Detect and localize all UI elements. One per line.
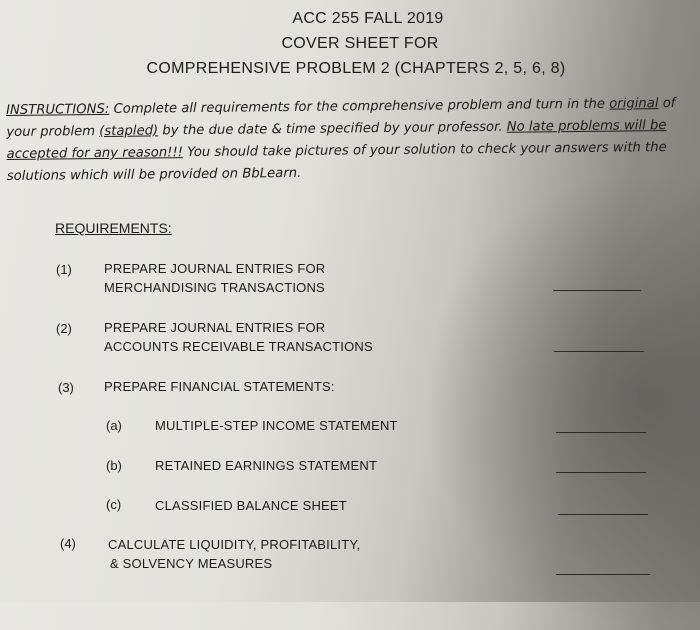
photo-shadow <box>420 170 700 630</box>
req3b-blank-line <box>556 472 646 473</box>
instructions-paragraph <box>6 93 695 188</box>
req4-blank-line <box>556 574 650 575</box>
course-title: ACC 255 FALL 2019 <box>292 10 444 27</box>
instructions-original: original <box>609 96 659 112</box>
req3-number: (3) <box>58 380 74 395</box>
req1-line2: MERCHANDISING TRANSACTIONS <box>104 280 325 295</box>
cover-sheet-title: COVER SHEET FOR <box>281 35 439 52</box>
problem-title: COMPREHENSIVE PROBLEM 2 (CHAPTERS 2, 5, 6, 8) <box>146 60 566 77</box>
requirements-title: REQUIREMENTS: <box>55 220 172 236</box>
req1-blank-line <box>553 290 641 291</box>
req3-label: PREPARE FINANCIAL STATEMENTS: <box>104 379 335 394</box>
req3a-number: (a) <box>106 418 122 433</box>
req2-blank-line <box>554 351 644 352</box>
req4-line2: & SOLVENCY MEASURES <box>110 556 273 571</box>
instructions-label: INSTRUCTIONS: <box>6 101 110 118</box>
req4-number: (4) <box>60 536 76 551</box>
req3a-label: MULTIPLE-STEP INCOME STATEMENT <box>155 418 398 433</box>
req3c-blank-line <box>558 514 648 515</box>
instructions-stapled: (stapled) <box>99 123 159 140</box>
req2-line2: ACCOUNTS RECEIVABLE TRANSACTIONS <box>104 339 373 354</box>
req2-number: (2) <box>56 321 72 336</box>
req3b-label: RETAINED EARNINGS STATEMENT <box>155 458 378 473</box>
instructions-late-warning: No late problems will be accepted for any reason!!! <box>6 118 667 162</box>
instructions-text-1: Complete all requirements for the comprehensive problem and turn in the <box>113 96 606 117</box>
req3b-number: (b) <box>106 458 122 473</box>
req1-number: (1) <box>56 262 72 277</box>
req3c-label: CLASSIFIED BALANCE SHEET <box>155 498 347 513</box>
req2-line1: PREPARE JOURNAL ENTRIES FOR <box>104 320 326 335</box>
req3a-blank-line <box>556 432 646 433</box>
instructions-text-3: by the due date & time specified by your professor. <box>162 119 503 139</box>
req4-line1: CALCULATE LIQUIDITY, PROFITABILITY, <box>108 537 361 552</box>
instructions-text-4: You should take pictures of your solution to check your answers with the solutions which will be provided on BbLearn. <box>6 140 667 184</box>
instructions-text-2: of your problem <box>6 95 676 140</box>
req3c-number: (c) <box>106 497 122 512</box>
req1-line1: PREPARE JOURNAL ENTRIES FOR <box>104 261 326 276</box>
